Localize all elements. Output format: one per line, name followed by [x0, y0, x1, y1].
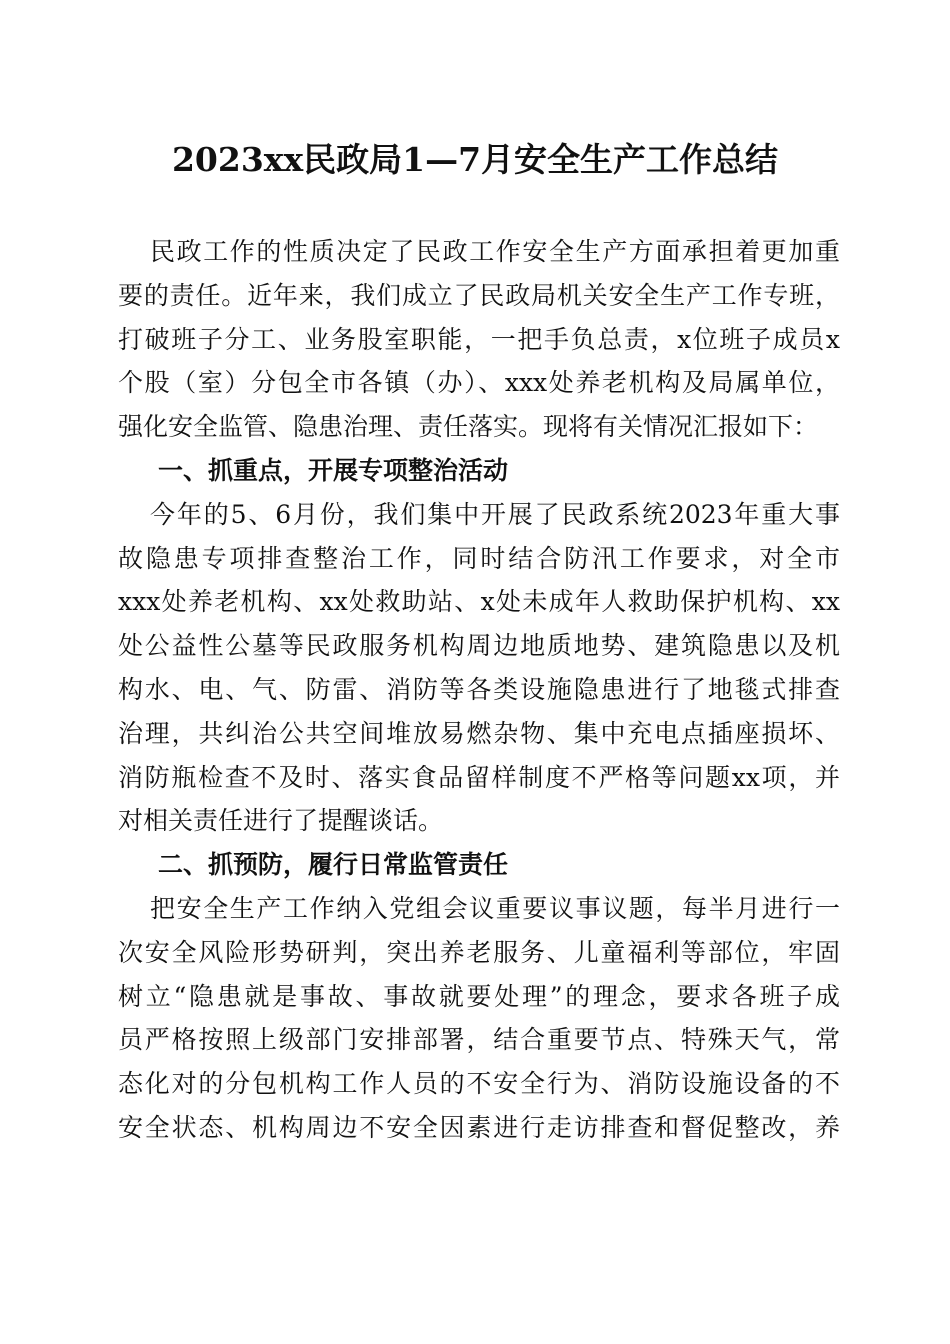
text-line: 态化对的分包机构工作人员的不安全行为、消防设施设备的不 — [118, 1069, 840, 1099]
document-body — [118, 230, 840, 1150]
text-line: 把安全生产工作纳入党组会议重要议事议题，每半月进行一 — [150, 893, 840, 923]
text-line: 治理，共纠治公共空间堆放易燃杂物、集中充电点插座损坏、 — [118, 718, 840, 748]
text-line: 今年的5、6月份，我们集中开展了民政系统2023年重大事 — [150, 499, 840, 529]
text-line: 要的责任。近年来，我们成立了民政局机关安全生产工作专班， — [118, 280, 840, 310]
text-line: 强化安全监管、隐患治理、责任落实。现将有关情况汇报如下： — [118, 412, 819, 442]
text-line: 打破班子分工、业务股室职能，一把手负总责，x位班子成员x — [118, 324, 840, 354]
document-title: 2023xx民政局1—7月安全生产工作总结 — [171, 140, 779, 179]
text-line: 员严格按照上级部门安排部署，结合重要节点、特殊天气，常 — [118, 1025, 840, 1055]
text-line: 个股（室）分包全市各镇（办）、xxx处养老机构及局属单位， — [118, 368, 840, 398]
text-line: 处公益性公墓等民政服务机构周边地质地势、建筑隐患以及机 — [118, 631, 840, 661]
section-heading: 二、抓预防，履行日常监管责任 — [158, 850, 509, 880]
text-line: 消防瓶检查不及时、落实食品留样制度不严格等问题xx项，并 — [118, 762, 840, 792]
text-line: xxx处养老机构、xx处救助站、x处未成年人救助保护机构、xx — [118, 587, 840, 617]
paragraph — [118, 887, 840, 1150]
text-line: 树立“隐患就是事故、事故就要处理”的理念，要求各班子成 — [118, 981, 840, 1011]
text-line: 对相关责任进行了提醒谈话。 — [118, 806, 444, 836]
text-line: 民政工作的性质决定了民政工作安全生产方面承担着更加重 — [150, 237, 840, 266]
text-line: 安全状态、机构周边不安全因素进行走访排查和督促整改，养 — [118, 1112, 840, 1142]
paragraph — [118, 493, 840, 843]
text-line: 构水、电、气、防雷、消防等各类设施隐患进行了地毯式排查 — [118, 674, 840, 704]
paragraph — [118, 230, 840, 449]
section-heading: 一、抓重点，开展专项整治活动 — [158, 455, 509, 485]
text-line: 次安全风险形势研判，突出养老服务、儿童福利等部位，牢固 — [118, 937, 840, 967]
text-line: 故隐患专项排查整治工作，同时结合防汛工作要求，对全市 — [118, 543, 840, 573]
